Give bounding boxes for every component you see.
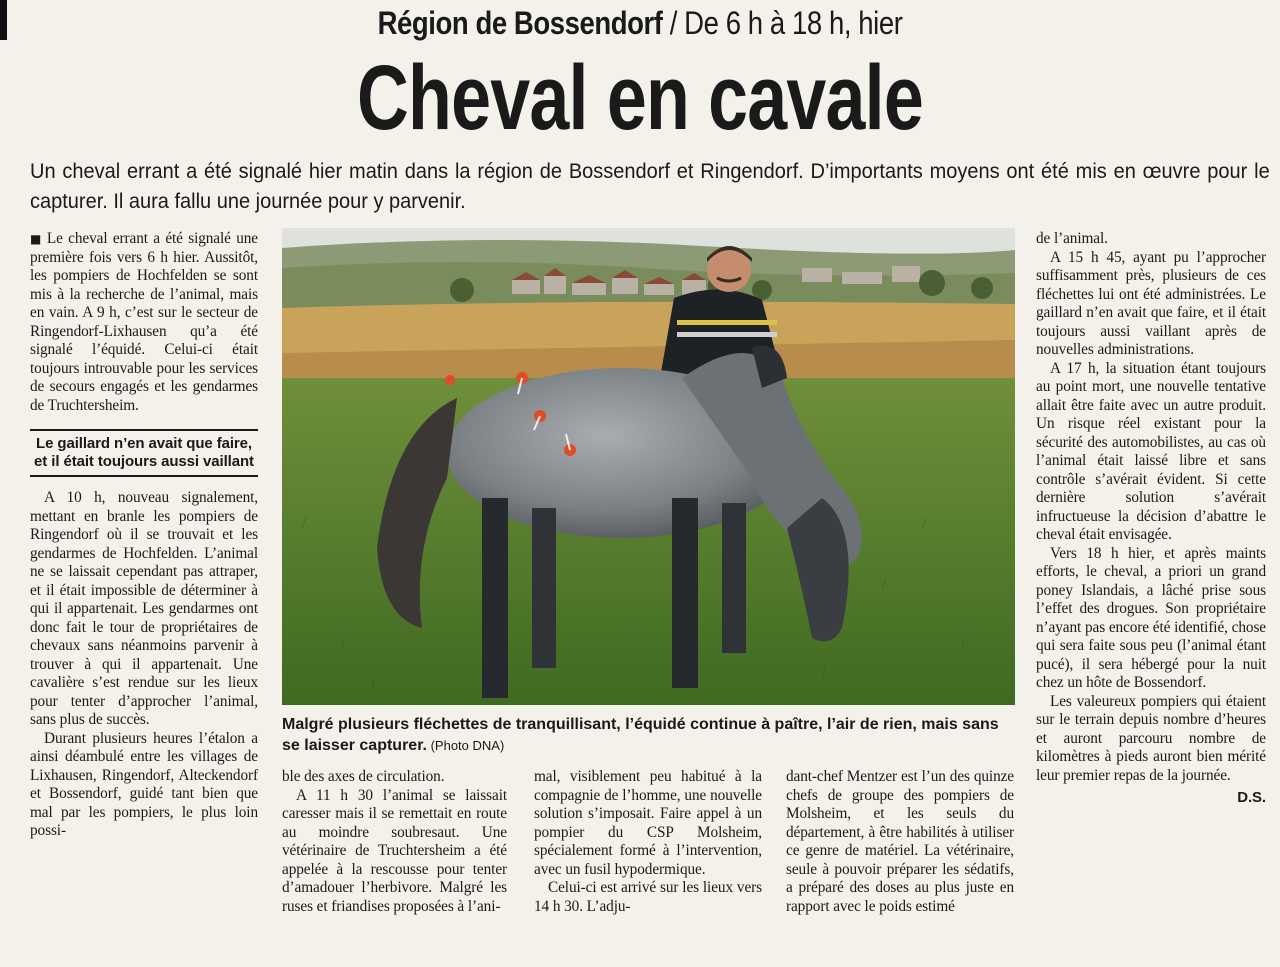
photo-horse-firefighter	[282, 228, 1015, 705]
col4-paragraph-1: dant-chef Mentzer est l’un des quinze chefs de groupe des pompiers de Molsheim, et les seuls du département, à être habilités à utiliser ce genre de matériel. La vétérinaire, seule à pouvoir préparer les sédatifs, a préparé des doses au plus juste en rapport avec le poids estimé	[786, 768, 1014, 915]
photo-caption	[282, 714, 1015, 756]
bullet-square-icon: ■	[30, 232, 43, 246]
col2-paragraph-2: A 11 h 30 l’animal se laissait caresser mais il se remettait en route au moindre soubresaut. Une vétérinaire de Truchtersheim a été appelée à la rescousse pour tenter d’amadouer l’herbivore. Malgré les ruses et friandises proposées à l’ani-	[282, 786, 507, 915]
col5-paragraph-3: Vers 18 h hier, et après maints efforts, le cheval, a priori un grand poney Islandais, a lâché prise sous l’effet des drogues. Son propriétaire n’ayant pas encore été identifié, chose qui sera faite sous peu (l’animal étant pucé), il sera hébergé pour la nuit chez un hôte de Bossendorf.	[1036, 544, 1266, 691]
signature: D.S.	[1237, 789, 1266, 806]
col5-paragraph-1: A 15 h 45, ayant pu l’approcher suffisamment près, plusieurs de ces fléchettes lui ont été administrées. Le gaillard n’en avait que faire, et il était toujours aussi vaillant après de nouvelles administrations.	[1036, 248, 1266, 358]
col3-paragraph-1: mal, visiblement peu habitué à la compagnie de l’homme, une nouvelle solution s’imposait. Faire appel à un pompier du CSP Molsheim, spécialement formé à l’intervention, avec un fusil hypodermique.	[534, 768, 762, 878]
caption-text: Malgré plusieurs fléchettes de tranquillisant, l’équidé continue à paître, l’air de rien, mais sans se laisser capturer.	[282, 716, 999, 754]
col5-paragraph-4: Les valeureux pompiers qui étaient sur le terrain depuis nombre d’heures et auront parcouru nombre de kilomètres à pieds auront bien mérité leur premier repas de la journée.	[1036, 692, 1266, 784]
col5-paragraph-0: de l’animal.	[1036, 230, 1108, 247]
col3-paragraph-2: Celui-ci est arrivé sur les lieux vers 14 h 30. L’adju-	[534, 879, 762, 915]
kicker-region: Région de Bossendorf	[377, 5, 663, 41]
intertitle: Le gaillard n’en avait que faire, et il était toujours aussi vaillant	[30, 429, 258, 477]
col1-paragraph-3: Durant plusieurs heures l’étalon a ainsi déambulé entre les villages de Lixhausen, Ringendorf, Alteckendorf et Bossendorf, guidé tant bien que mal par les pompiers, le plus loin possi-	[30, 729, 258, 839]
kicker-time: De 6 h à 18 h, hier	[684, 5, 903, 41]
column-4	[786, 768, 1014, 916]
col2-paragraph-1: ble des axes de circulation.	[282, 768, 445, 785]
column-2	[282, 768, 507, 916]
column-1	[30, 230, 258, 841]
column-5	[1036, 230, 1266, 808]
col1-paragraph-2: A 10 h, nouveau signalement, mettant en branle les pompiers de Ringendorf où il se trouvait et les gendarmes de Hochfelden. L’animal ne se laissait cependant pas attraper, et il était impossible de déterminer à qui il appartenait. Les gendarmes ont donc fait le tour de propriétaires de chevaux sans néanmoins parvenir à trouver à qui il appartenait. Une cavalière s’est rendue sur les lieux pour tenter d’approcher l’animal, sans plus de succès.	[30, 489, 258, 728]
col5-paragraph-2: A 17 h, la situation étant toujours au point mort, une nouvelle tentative allait être faite avec un autre produit. Un risque réel existant pour la sécurité des automobilistes, au cas où l’animal était laissé libre et sans contrôle s’avérait évident. Si cette dernière solution s’avérait infructueuse la décision d’abattre le cheval était envisagée.	[1036, 359, 1266, 543]
chapo: Un cheval errant a été signalé hier matin dans la région de Bossendorf et Ringendorf. D’importants moyens ont été mis en œuvre pour le capturer. Il aura fallu une journée pour y parvenir.	[30, 159, 1270, 213]
kicker-separator: /	[662, 5, 685, 41]
caption-credit: (Photo DNA)	[426, 738, 505, 753]
headline: Cheval en cavale	[357, 47, 923, 149]
kicker	[90, 2, 1191, 44]
col1-paragraph-1: ■ Le cheval errant a été signalé une première fois vers 6 h hier. Aussitôt, les pompiers de Hochfelden se sont mis à la recherche de l’animal, mais en vain. A 9 h, c’est sur le secteur de Ringendorf-Lixhausen qu’a été signalé l’équidé. Celui-ci était toujours introuvable pour les services de secours engagés et les gendarmes de Truchtersheim.	[30, 230, 258, 414]
column-3	[534, 768, 762, 916]
page-edge-mark	[0, 0, 7, 40]
photo-illustration	[282, 228, 1015, 705]
